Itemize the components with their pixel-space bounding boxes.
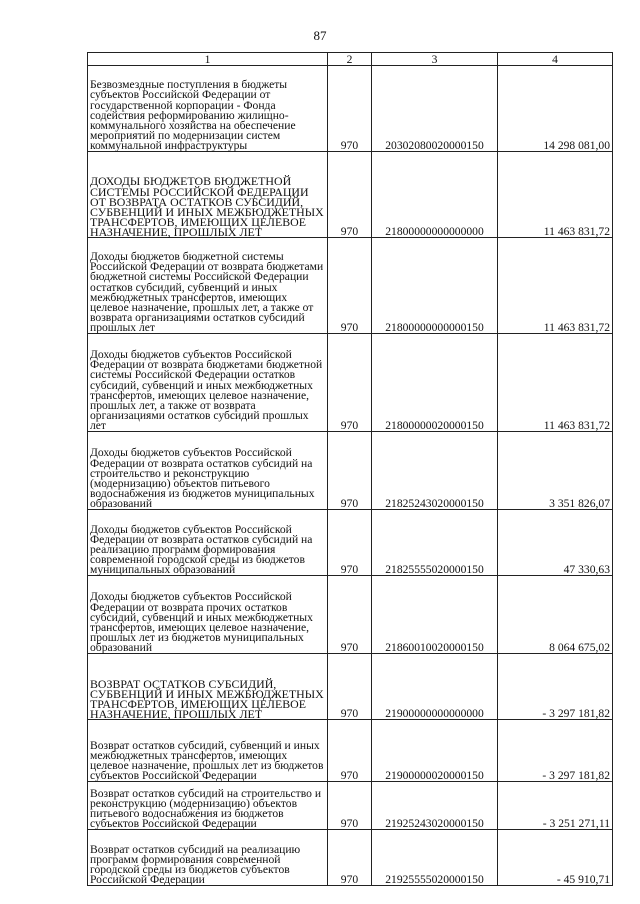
row-budget-code: 21925243020000150 — [372, 782, 498, 830]
table-row — [88, 334, 613, 432]
column-header-2: 2 — [328, 53, 372, 66]
row-amount: 11 463 831,72 — [498, 238, 613, 334]
table-header-row — [88, 53, 613, 66]
table-row — [88, 238, 613, 334]
table-row — [88, 720, 613, 782]
table-row — [88, 510, 613, 576]
row-admin-code: 970 — [328, 782, 372, 830]
row-description: Доходы бюджетов бюджетной системы Российской Федерации от возврата бюджетами бюджетной системы Российской Федерации остатков субсидий, субвенций и иных межбюджетных трансфертов, имеющих целевое назначение, прошлых лет, а также от возврата организациями остатков субсидий прошлых лет — [88, 238, 328, 334]
row-description: Доходы бюджетов субъектов Российской Федерации от возврата остатков субсидий на строительство и реконструкцию (модернизацию) объектов питьевого водоснабжения из бюджетов муниципальных образований — [88, 432, 328, 510]
page-number: 87 — [313, 28, 327, 43]
row-description: Возврат остатков субсидий на реализацию программ формирования современной городской среды из бюджетов субъектов Российской Федерации — [88, 830, 328, 886]
row-admin-code: 970 — [328, 238, 372, 334]
row-budget-code: 21800000000000150 — [372, 238, 498, 334]
column-header-1: 1 — [88, 53, 328, 66]
table-row — [88, 830, 613, 886]
row-budget-code: 21900000020000150 — [372, 720, 498, 782]
row-budget-code: 20302080020000150 — [372, 66, 498, 152]
row-amount: - 3 297 181,82 — [498, 720, 613, 782]
budget-revenue-table — [87, 52, 613, 886]
row-amount: 11 463 831,72 — [498, 152, 613, 238]
row-admin-code: 970 — [328, 720, 372, 782]
column-header-3: 3 — [372, 53, 498, 66]
row-admin-code: 970 — [328, 432, 372, 510]
row-description: Возврат остатков субсидий на строительство и реконструкцию (модернизацию) объектов питьевого водоснабжения из бюджетов субъектов Российской Федерации — [88, 782, 328, 830]
row-admin-code: 970 — [328, 334, 372, 432]
row-admin-code: 970 — [328, 576, 372, 654]
row-description: ВОЗВРАТ ОСТАТКОВ СУБСИДИЙ, СУБВЕНЦИЙ И ИНЫХ МЕЖБЮДЖЕТНЫХ ТРАНСФЕРТОВ, ИМЕЮЩИХ ЦЕЛЕВОЕ НАЗНАЧЕНИЕ, ПРОШЛЫХ ЛЕТ — [88, 654, 328, 720]
row-amount: 3 351 826,07 — [498, 432, 613, 510]
row-admin-code: 970 — [328, 830, 372, 886]
table-row — [88, 654, 613, 720]
table-row — [88, 432, 613, 510]
row-amount: 14 298 081,00 — [498, 66, 613, 152]
row-admin-code: 970 — [328, 654, 372, 720]
row-description: Безвозмездные поступления в бюджеты субъектов Российской Федерации от государственной корпорации - Фонда содействия реформированию жилищно-коммунального хозяйства на обеспечение мероприятий по модернизации систем коммунальной инфраструктуры — [88, 66, 328, 152]
row-amount: 47 330,63 — [498, 510, 613, 576]
table-row — [88, 782, 613, 830]
row-admin-code: 970 — [328, 152, 372, 238]
column-header-4: 4 — [498, 53, 613, 66]
row-budget-code: 21900000000000000 — [372, 654, 498, 720]
row-amount: - 3 297 181,82 — [498, 654, 613, 720]
row-amount: 11 463 831,72 — [498, 334, 613, 432]
row-budget-code: 21800000000000000 — [372, 152, 498, 238]
row-amount: - 3 251 271,11 — [498, 782, 613, 830]
table-body — [88, 66, 613, 886]
row-budget-code: 21825555020000150 — [372, 510, 498, 576]
row-budget-code: 21825243020000150 — [372, 432, 498, 510]
row-admin-code: 970 — [328, 66, 372, 152]
row-budget-code: 21800000020000150 — [372, 334, 498, 432]
table-row — [88, 66, 613, 152]
row-description: Доходы бюджетов субъектов Российской Федерации от возврата остатков субсидий на реализацию программ формирования современной городской среды из бюджетов муниципальных образований — [88, 510, 328, 576]
table-row — [88, 152, 613, 238]
row-description: Доходы бюджетов субъектов Российской Федерации от возврата прочих остатков субсидий, субвенций и иных межбюджетных трансфертов, имеющих целевое назначение, прошлых лет из бюджетов муниципальных образований — [88, 576, 328, 654]
row-amount: - 45 910,71 — [498, 830, 613, 886]
row-description: Доходы бюджетов субъектов Российской Федерации от возврата бюджетами бюджетной системы Российской Федерации остатков субсидий, субвенций и иных межбюджетных трансфертов, имеющих целевое назначение, прошлых лет, а также от возврата организациями остатков субсидий прошлых лет — [88, 334, 328, 432]
row-budget-code: 21860010020000150 — [372, 576, 498, 654]
row-budget-code: 21925555020000150 — [372, 830, 498, 886]
row-description: ДОХОДЫ БЮДЖЕТОВ БЮДЖЕТНОЙ СИСТЕМЫ РОССИЙСКОЙ ФЕДЕРАЦИИ ОТ ВОЗВРАТА ОСТАТКОВ СУБСИДИЙ, СУБВЕНЦИЙ И ИНЫХ МЕЖБЮДЖЕТНЫХ ТРАНСФЕРТОВ, ИМЕЮЩИХ ЦЕЛЕВОЕ НАЗНАЧЕНИЕ, ПРОШЛЫХ ЛЕТ — [88, 152, 328, 238]
row-admin-code: 970 — [328, 510, 372, 576]
row-description: Возврат остатков субсидий, субвенций и иных межбюджетных трансфертов, имеющих целевое назначение, прошлых лет из бюджетов субъектов Российской Федерации — [88, 720, 328, 782]
row-amount: 8 064 675,02 — [498, 576, 613, 654]
table-row — [88, 576, 613, 654]
